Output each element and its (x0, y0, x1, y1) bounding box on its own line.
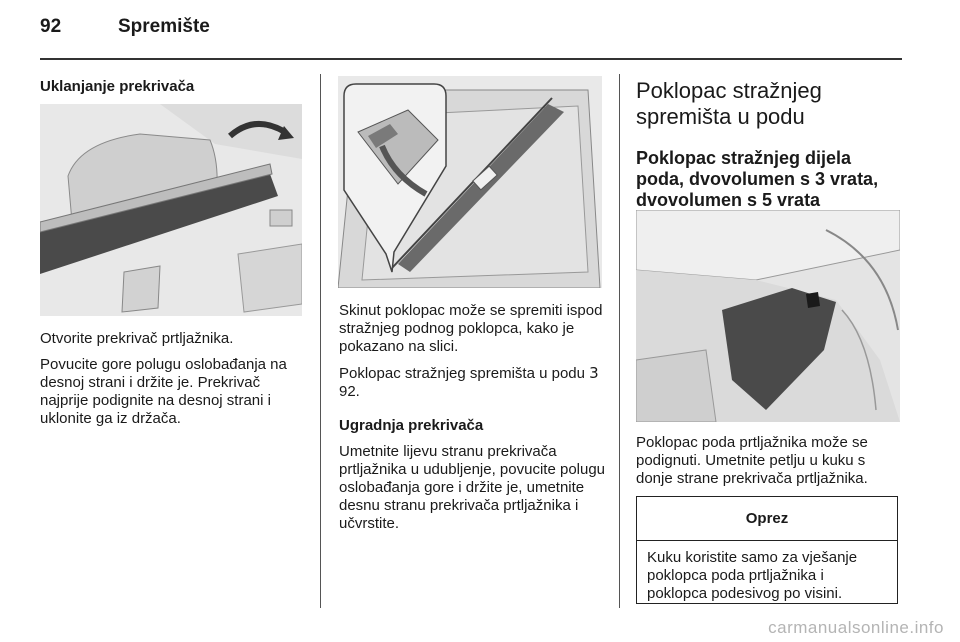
section-heading-removal: Uklanjanje prekrivača (40, 78, 195, 95)
paragraph-installation: Umetnite lijevu stranu prekrivača prtljažnika u udubljenje, povucite polugu oslobađanja gore i držite je, umetnite desnu stranu prekrivača prtljažnika i učvrstite. (339, 443, 606, 532)
arrow-icon: 3 (589, 364, 599, 382)
figure-cover-removal (40, 104, 302, 316)
column-divider-2 (619, 74, 620, 608)
caution-box (636, 496, 898, 604)
column-2-text (339, 302, 605, 541)
section-title-floor-cover: Poklopac stražnjeg spremišta u podu (636, 78, 822, 129)
section-subtitle-hatchback: Poklopac stražnjeg dijela poda, dvovolumen s 3 vrata, dvovolumen s 5 vrata (636, 148, 879, 210)
column-1-text (40, 330, 302, 436)
column-3-headings (636, 78, 904, 219)
paragraph-floor-cover: Poklopac poda prtljažnika može se podignuti. Umetnite petlju u kuku s donje strane prekrivača prtljažnika. (636, 434, 868, 487)
page-number: 92 (40, 16, 62, 37)
paragraph-release-lever: Povucite gore polugu oslobađanja na desnoj strani i držite je. Prekrivač najprije podignite na desnoj strani i uklonite ga iz držača. (40, 356, 287, 427)
paragraph-storage: Skinut poklopac može se spremiti ispod stražnjeg podnog poklopca, kako je pokazano na slici. (339, 302, 603, 355)
paragraph-open-cover: Otvorite prekrivač prtljažnika. (40, 330, 234, 347)
caution-body: Kuku koristite samo za vješanje poklopca poda prtljažnika i poklopca podesivog po visini. (647, 549, 858, 602)
page-title: Spremište (118, 16, 210, 37)
section-heading-installation: Ugradnja prekrivača (339, 417, 484, 434)
column-divider-1 (320, 74, 321, 608)
caution-title: Oprez (637, 497, 897, 541)
watermark: carmanualsonline.info (768, 618, 944, 637)
figure-cover-storage (338, 76, 602, 288)
page-header (40, 16, 210, 38)
cross-reference-text: Poklopac stražnjeg spremišta u podu (339, 365, 585, 382)
header-rule (40, 58, 902, 60)
page-reference-link[interactable]: 92. (339, 383, 360, 400)
column-1-heading (40, 78, 302, 104)
figure-floor-cover (636, 210, 900, 422)
paragraph-cross-reference (339, 364, 605, 401)
column-3-text (636, 434, 902, 496)
